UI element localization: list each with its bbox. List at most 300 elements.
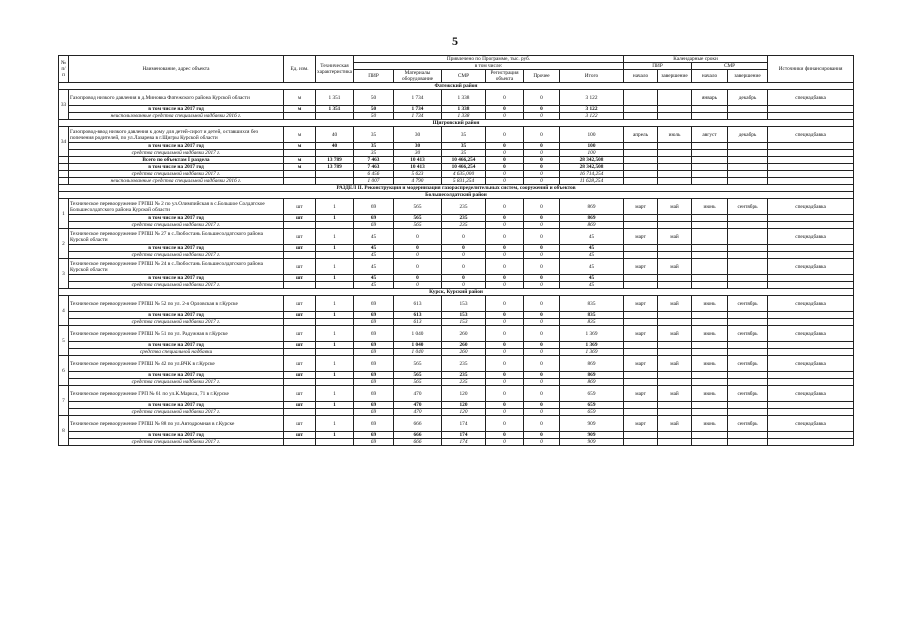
smr-start-cell (692, 312, 728, 319)
unit-cell (284, 113, 316, 120)
pir-end-cell: май (658, 386, 692, 402)
smr-cell: 153 (442, 312, 486, 319)
subtotal-label: в том числе на 2017 год (69, 432, 284, 439)
smr-end-cell (728, 222, 768, 229)
header-unit: Ед. изм. (284, 56, 316, 83)
smr-cell: 120 (442, 386, 486, 402)
pir-start-cell (624, 90, 658, 106)
smr-start-cell (692, 252, 728, 259)
table-row (59, 252, 854, 259)
smr-end-cell (728, 143, 768, 150)
reg-cell: 0 (486, 229, 524, 245)
mat-cell: 470 (394, 386, 442, 402)
pir-start-cell (624, 252, 658, 259)
tot-cell: 659 (560, 402, 624, 409)
source-cell (768, 113, 854, 120)
tot-cell: 1 369 (560, 342, 624, 349)
mat-cell: 10 413 (394, 164, 442, 171)
reg-cell: 0 (486, 386, 524, 402)
mat-cell: 0 (394, 252, 442, 259)
pir-start-cell (624, 245, 658, 252)
oth-cell: 0 (524, 439, 560, 446)
smr-end-cell (728, 178, 768, 185)
smr-end-cell (728, 252, 768, 259)
pir-end-cell: май (658, 416, 692, 432)
tech-cell (316, 319, 354, 326)
pir-start-cell (624, 439, 658, 446)
pir-end-cell (658, 143, 692, 150)
mat-cell: 565 (394, 372, 442, 379)
region-heading: Курск, Курский район (59, 289, 854, 296)
mat-cell: 0 (394, 229, 442, 245)
object-number (59, 164, 69, 171)
oth-cell: 0 (524, 90, 560, 106)
unit-cell (284, 150, 316, 157)
reg-cell: 0 (486, 326, 524, 342)
mat-cell: 1 734 (394, 90, 442, 106)
pir-start-cell (624, 372, 658, 379)
smr-start-cell (692, 409, 728, 416)
pir-start-cell: март (624, 356, 658, 372)
smr-end-cell (728, 171, 768, 178)
pir-cell: 69 (354, 379, 394, 386)
smr-cell: 153 (442, 319, 486, 326)
smr-start-cell (692, 229, 728, 245)
object-number (59, 178, 69, 185)
funding-note: неиспользованные средства специальной надбавки 2016 г. (69, 178, 284, 185)
page-number: 5 (452, 34, 458, 48)
oth-cell: 0 (524, 113, 560, 120)
smr-end-cell (728, 312, 768, 319)
pir-end-cell (658, 319, 692, 326)
tech-cell: 1 (316, 326, 354, 342)
object-number: 2 (59, 229, 69, 259)
region-heading: Фатежский район (59, 83, 854, 90)
pir-end-cell: июль (658, 127, 692, 143)
pir-end-cell: май (658, 326, 692, 342)
header-other: Прочее (524, 70, 560, 83)
mat-cell: 565 (394, 379, 442, 386)
smr-cell: 0 (442, 252, 486, 259)
table-row (59, 402, 854, 409)
pir-cell: 69 (354, 432, 394, 439)
reg-cell: 0 (486, 90, 524, 106)
smr-cell: 10 466,254 (442, 157, 486, 164)
source-cell: спецнадбавка (768, 386, 854, 402)
reg-cell: 0 (486, 402, 524, 409)
source-cell (768, 143, 854, 150)
smr-cell: 1 338 (442, 106, 486, 113)
tot-cell: 869 (560, 222, 624, 229)
unit-cell (284, 319, 316, 326)
reg-cell: 0 (486, 106, 524, 113)
smr-start-cell: июнь (692, 386, 728, 402)
tot-cell: 835 (560, 319, 624, 326)
oth-cell: 0 (524, 319, 560, 326)
unit-cell: шт (284, 326, 316, 342)
mat-cell: 0 (394, 275, 442, 282)
header-pir-start: начало (624, 70, 658, 83)
unit-cell: шт (284, 342, 316, 349)
mat-cell: 470 (394, 402, 442, 409)
reg-cell: 0 (486, 127, 524, 143)
pir-cell: 69 (354, 312, 394, 319)
pir-end-cell (658, 379, 692, 386)
source-cell (768, 245, 854, 252)
pir-cell: 45 (354, 229, 394, 245)
pir-end-cell (658, 349, 692, 356)
tot-cell: 869 (560, 372, 624, 379)
reg-cell: 0 (486, 356, 524, 372)
table-row (59, 356, 854, 372)
reg-cell: 0 (486, 252, 524, 259)
table-row (59, 215, 854, 222)
pir-cell: 45 (354, 259, 394, 275)
tech-cell (316, 439, 354, 446)
object-name: Техническое перевооружение ГРП № 61 по ул.К.Маркса, 71 в г.Курске (69, 386, 284, 402)
smr-start-cell (692, 150, 728, 157)
source-cell (768, 178, 854, 185)
pir-start-cell (624, 164, 658, 171)
table-row (59, 106, 854, 113)
tech-cell: 1 (316, 259, 354, 275)
smr-end-cell (728, 245, 768, 252)
smr-start-cell: июнь (692, 296, 728, 312)
source-cell: спецнадбавка (768, 127, 854, 143)
table-row (59, 185, 854, 192)
object-number: 6 (59, 356, 69, 386)
smr-cell: 260 (442, 342, 486, 349)
pir-end-cell: май (658, 259, 692, 275)
unit-cell: шт (284, 432, 316, 439)
source-cell (768, 222, 854, 229)
mat-cell: 30 (394, 143, 442, 150)
mat-cell: 0 (394, 282, 442, 289)
pir-cell: 6 456 (354, 171, 394, 178)
oth-cell: 0 (524, 178, 560, 185)
oth-cell: 0 (524, 164, 560, 171)
unit-cell (284, 222, 316, 229)
unit-cell: м (284, 90, 316, 106)
oth-cell: 0 (524, 229, 560, 245)
mat-cell: 5 623 (394, 171, 442, 178)
tech-cell: 13 789 (316, 157, 354, 164)
funding-note: средства специальной надбавки 2017 г. (69, 409, 284, 416)
tech-cell: 13 789 (316, 164, 354, 171)
tot-cell: 869 (560, 199, 624, 215)
source-cell (768, 215, 854, 222)
tech-cell (316, 379, 354, 386)
unit-cell (284, 349, 316, 356)
smr-cell: 0 (442, 282, 486, 289)
pir-cell: 69 (354, 402, 394, 409)
pir-start-cell (624, 215, 658, 222)
source-cell (768, 171, 854, 178)
smr-cell: 0 (442, 245, 486, 252)
pir-cell: 35 (354, 143, 394, 150)
funding-note: средства специальной надбавки 2017 г. (69, 171, 284, 178)
mat-cell: 565 (394, 215, 442, 222)
object-name: Газопровод низкого давления в д.Миновка Фатежского района Курской области (69, 90, 284, 106)
reg-cell: 0 (486, 222, 524, 229)
pir-end-cell (658, 282, 692, 289)
smr-start-cell (692, 259, 728, 275)
tot-cell: 659 (560, 409, 624, 416)
tech-cell (316, 282, 354, 289)
unit-cell: шт (284, 372, 316, 379)
tech-cell: 1 (316, 275, 354, 282)
unit-cell: шт (284, 259, 316, 275)
oth-cell: 0 (524, 275, 560, 282)
pir-cell: 69 (354, 199, 394, 215)
mat-cell: 613 (394, 296, 442, 312)
smr-cell: 5 831,254 (442, 178, 486, 185)
tot-cell: 100 (560, 127, 624, 143)
pir-start-cell: март (624, 386, 658, 402)
source-cell (768, 164, 854, 171)
smr-cell: 153 (442, 296, 486, 312)
object-number: 8 (59, 416, 69, 446)
table-row (59, 432, 854, 439)
funding-note: средства специальной надбавки 2017 г. (69, 150, 284, 157)
smr-end-cell (728, 349, 768, 356)
pir-end-cell (658, 90, 692, 106)
pir-start-cell: март (624, 326, 658, 342)
header-pir: ПИР (354, 70, 394, 83)
smr-cell: 35 (442, 143, 486, 150)
table-row (59, 178, 854, 185)
table-row (59, 113, 854, 120)
pir-end-cell (658, 171, 692, 178)
source-cell: спецнадбавка (768, 416, 854, 432)
source-cell (768, 252, 854, 259)
tot-cell: 45 (560, 245, 624, 252)
smr-start-cell (692, 157, 728, 164)
source-cell: спецнадбавка (768, 296, 854, 312)
smr-start-cell (692, 245, 728, 252)
reg-cell: 0 (486, 379, 524, 386)
pir-start-cell: март (624, 296, 658, 312)
pir-start-cell (624, 349, 658, 356)
source-cell (768, 342, 854, 349)
oth-cell: 0 (524, 282, 560, 289)
header-total: Итого (560, 70, 624, 83)
oth-cell: 0 (524, 252, 560, 259)
source-cell: спецнадбавка (768, 356, 854, 372)
tot-cell: 100 (560, 150, 624, 157)
pir-end-cell (658, 178, 692, 185)
oth-cell: 0 (524, 372, 560, 379)
smr-cell: 4 635,000 (442, 171, 486, 178)
pir-end-cell: май (658, 356, 692, 372)
reg-cell: 0 (486, 372, 524, 379)
smr-start-cell (692, 113, 728, 120)
pir-cell: 7 463 (354, 164, 394, 171)
unit-cell: м (284, 157, 316, 164)
object-number: 5 (59, 326, 69, 356)
table-row (59, 416, 854, 432)
pir-end-cell: май (658, 199, 692, 215)
pir-start-cell: апрель (624, 127, 658, 143)
pir-start-cell: март (624, 199, 658, 215)
smr-cell: 235 (442, 199, 486, 215)
smr-cell: 174 (442, 416, 486, 432)
tech-cell (316, 409, 354, 416)
table-row (59, 319, 854, 326)
oth-cell: 0 (524, 409, 560, 416)
object-number: 3 (59, 259, 69, 289)
pir-cell: 69 (354, 326, 394, 342)
pir-start-cell (624, 432, 658, 439)
pir-cell: 69 (354, 342, 394, 349)
reg-cell: 0 (486, 319, 524, 326)
tech-cell: 1 (316, 215, 354, 222)
reg-cell: 0 (486, 178, 524, 185)
mat-cell: 1 734 (394, 106, 442, 113)
pir-end-cell (658, 222, 692, 229)
reg-cell: 0 (486, 157, 524, 164)
table-row (59, 379, 854, 386)
pir-cell: 50 (354, 90, 394, 106)
source-cell (768, 379, 854, 386)
pir-cell: 50 (354, 113, 394, 120)
funding-note: средства специальной надбавки 2017 г. (69, 379, 284, 386)
oth-cell: 0 (524, 245, 560, 252)
smr-cell: 260 (442, 349, 486, 356)
header-sched-pir: ПИР (624, 63, 692, 70)
pir-end-cell (658, 432, 692, 439)
smr-cell: 120 (442, 402, 486, 409)
pir-cell: 69 (354, 416, 394, 432)
pir-end-cell (658, 150, 692, 157)
pir-end-cell (658, 372, 692, 379)
unit-cell: шт (284, 296, 316, 312)
mat-cell: 1 734 (394, 113, 442, 120)
smr-end-cell (728, 164, 768, 171)
unit-cell: шт (284, 356, 316, 372)
mat-cell: 565 (394, 356, 442, 372)
oth-cell: 0 (524, 171, 560, 178)
smr-start-cell: июнь (692, 356, 728, 372)
object-name: Техническое перевооружение ГРПШ № 24 в с.Любостань Большесолдатского района Курской области (69, 259, 284, 275)
unit-cell: м (284, 106, 316, 113)
object-number (59, 171, 69, 178)
pir-cell: 7 463 (354, 157, 394, 164)
header-num: № п/п (59, 56, 69, 83)
pir-cell: 1 007 (354, 178, 394, 185)
funding-note: средства специальной надбавки (69, 349, 284, 356)
pir-end-cell: май (658, 229, 692, 245)
source-cell (768, 157, 854, 164)
oth-cell: 0 (524, 296, 560, 312)
tech-cell: 1 (316, 416, 354, 432)
unit-cell (284, 252, 316, 259)
pir-cell: 69 (354, 409, 394, 416)
source-cell: спецнадбавка (768, 229, 854, 245)
oth-cell: 0 (524, 259, 560, 275)
smr-start-cell (692, 171, 728, 178)
tot-cell: 45 (560, 259, 624, 275)
oth-cell: 0 (524, 215, 560, 222)
object-number: 7 (59, 386, 69, 416)
tot-cell: 909 (560, 439, 624, 446)
table-row (59, 150, 854, 157)
tech-cell (316, 150, 354, 157)
table-row (59, 171, 854, 178)
object-number: 34 (59, 127, 69, 157)
table-row (59, 83, 854, 90)
mat-cell: 565 (394, 222, 442, 229)
smr-end-cell: сентябрь (728, 296, 768, 312)
reg-cell: 0 (486, 439, 524, 446)
unit-cell: шт (284, 386, 316, 402)
pir-cell: 69 (354, 356, 394, 372)
pir-end-cell (658, 342, 692, 349)
table-row (59, 164, 854, 171)
table-row (59, 127, 854, 143)
smr-end-cell (728, 229, 768, 245)
smr-end-cell (728, 409, 768, 416)
subtotal-label: в том числе на 2017 год (69, 372, 284, 379)
tot-cell: 835 (560, 312, 624, 319)
reg-cell: 0 (486, 275, 524, 282)
object-name: Газопровод-ввод низкого давления к дому для детей-сирот и детей, оставшихся без попечения родителей, по ул.Лазарева в г.Щигры Курской области (69, 127, 284, 143)
tech-cell: 1 (316, 386, 354, 402)
source-cell (768, 275, 854, 282)
smr-start-cell (692, 349, 728, 356)
table-row (59, 222, 854, 229)
header-pir-end: завершение (658, 70, 692, 83)
mat-cell: 666 (394, 416, 442, 432)
tot-cell: 45 (560, 252, 624, 259)
table-row (59, 296, 854, 312)
table-row (59, 439, 854, 446)
oth-cell: 0 (524, 312, 560, 319)
table-row (59, 275, 854, 282)
source-cell (768, 319, 854, 326)
smr-cell: 235 (442, 215, 486, 222)
tot-cell: 45 (560, 229, 624, 245)
unit-cell (284, 171, 316, 178)
object-name: Техническое перевооружение ГРПШ № 51 по ул. Радужная в г.Курске (69, 326, 284, 342)
table-row (59, 372, 854, 379)
tech-cell (316, 171, 354, 178)
tot-cell: 869 (560, 215, 624, 222)
header-schedule: Календарные сроки (624, 56, 768, 63)
smr-cell: 260 (442, 326, 486, 342)
mat-cell: 30 (394, 150, 442, 157)
pir-end-cell (658, 164, 692, 171)
pir-start-cell (624, 178, 658, 185)
smr-start-cell (692, 379, 728, 386)
smr-start-cell (692, 372, 728, 379)
table-row (59, 245, 854, 252)
pir-start-cell: март (624, 259, 658, 275)
table-row (59, 157, 854, 164)
tech-cell: 1 (316, 199, 354, 215)
table-row (59, 409, 854, 416)
pir-start-cell (624, 319, 658, 326)
table-row (59, 259, 854, 275)
oth-cell: 0 (524, 342, 560, 349)
tech-cell: 1 351 (316, 90, 354, 106)
oth-cell: 0 (524, 199, 560, 215)
tot-cell: 3 122 (560, 106, 624, 113)
subtotal-label: в том числе на 2017 год (69, 143, 284, 150)
smr-end-cell: сентябрь (728, 326, 768, 342)
pir-start-cell (624, 157, 658, 164)
pir-cell: 45 (354, 275, 394, 282)
